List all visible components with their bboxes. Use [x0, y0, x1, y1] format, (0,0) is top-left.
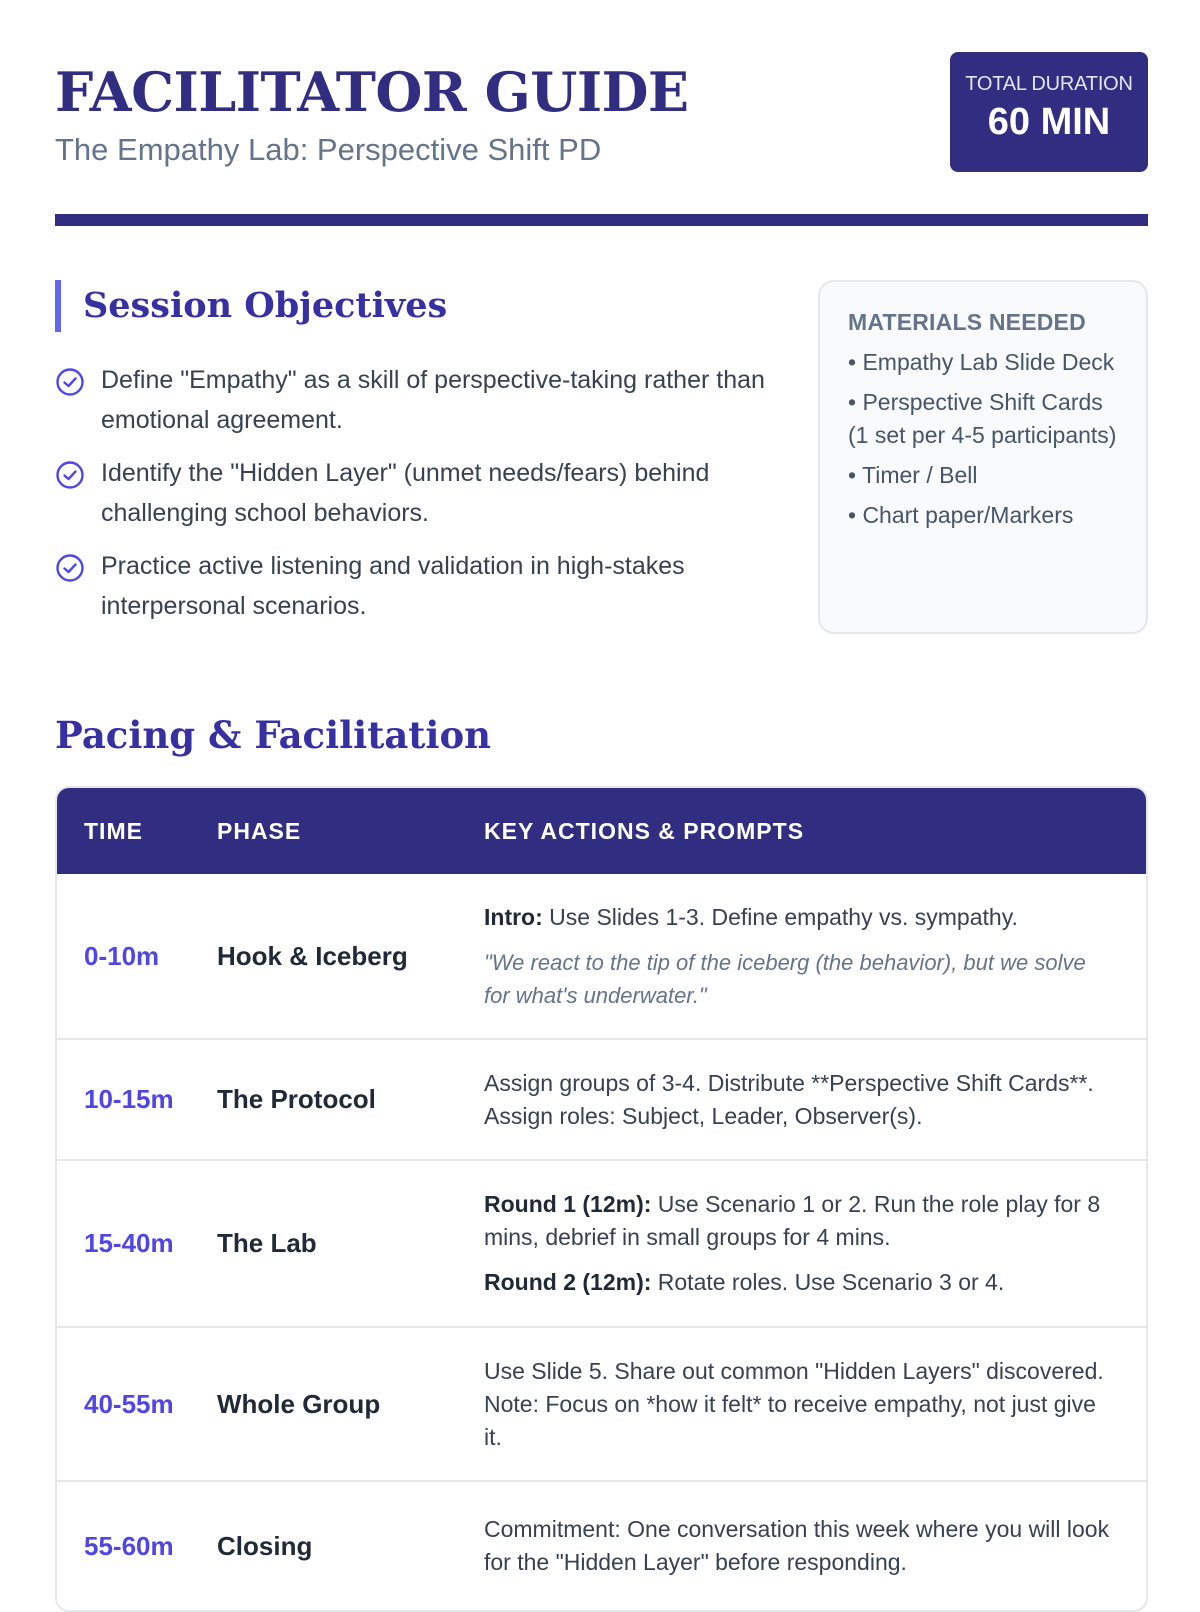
facilitator-quote: "We react to the tip of the iceberg (the behavior), but we solve for what's underwater."	[484, 949, 1086, 1008]
action-text: Rotate roles. Use Scenario 3 or 4.	[651, 1269, 1005, 1295]
material-item: • Timer / Bell	[848, 462, 978, 488]
row-actions: Use Slide 5. Share out common "Hidden Layers" discovered. Note: Focus on *how it felt* to receive empathy, not just give it.	[484, 1357, 1104, 1450]
objective-item	[55, 360, 785, 440]
table-row	[57, 1038, 1146, 1159]
action-text: Use Slides 1-3. Define empathy vs. sympathy.	[542, 903, 1018, 930]
materials-card	[818, 280, 1148, 634]
pacing-table	[55, 786, 1148, 1612]
header-divider	[55, 214, 1148, 226]
objectives-list	[55, 360, 785, 626]
row-time: 10-15m	[84, 1084, 174, 1114]
action-label: Round 1 (12m):	[484, 1191, 652, 1217]
action-line	[484, 1188, 1116, 1254]
action-label: Round 2 (12m):	[484, 1269, 652, 1295]
check-circle-icon	[55, 460, 85, 490]
facilitator-guide-page	[55, 52, 1148, 1575]
action-label: Intro:	[484, 903, 543, 930]
objectives-heading: Session Objectives	[55, 280, 785, 332]
action-text: Use Scenario 1 or 2. Run the role play for 8 mins, debrief in small groups for 4 mins.	[484, 1191, 1101, 1250]
row-phase: Closing	[217, 1530, 313, 1561]
row-actions: Assign groups of 3-4. Distribute **Perspective Shift Cards**. Assign roles: Subject, Leader, Observer(s).	[484, 1069, 1094, 1129]
objective-item	[55, 546, 785, 626]
row-actions	[484, 1188, 1146, 1299]
table-row	[57, 874, 1146, 1038]
check-circle-icon	[55, 367, 85, 397]
row-phase: Hook & Iceberg	[217, 940, 408, 971]
materials-title: MATERIALS NEEDED	[848, 309, 1086, 335]
objective-text: Define "Empathy" as a skill of perspective-taking rather than emotional agreement.	[101, 366, 765, 434]
duration-label: TOTAL DURATION	[965, 73, 1133, 95]
page-title: FACILITATOR GUIDE	[55, 60, 689, 124]
action-line	[484, 901, 1116, 934]
table-header	[57, 788, 1146, 874]
row-actions: Commitment: One conversation this week where you will look for the "Hidden Layer" before responding.	[484, 1516, 1110, 1575]
check-circle-icon	[55, 553, 85, 583]
row-time: 0-10m	[84, 940, 160, 971]
table-row	[57, 1480, 1146, 1610]
material-item: • Perspective Shift Cards (1 set per 4-5 participants)	[848, 389, 1117, 448]
objective-text: Practice active listening and validation in high-stakes interpersonal scenarios.	[101, 552, 685, 620]
table-body	[57, 874, 1146, 1610]
table-row	[57, 1326, 1146, 1480]
objective-item	[55, 453, 785, 533]
session-objectives-section	[55, 280, 785, 639]
duration-value: 60 MIN	[987, 101, 1111, 143]
column-header-time: TIME	[84, 817, 143, 844]
page-subtitle: The Empathy Lab: Perspective Shift PD	[55, 132, 602, 167]
row-phase: Whole Group	[217, 1388, 381, 1419]
material-item: • Empathy Lab Slide Deck	[848, 349, 1115, 375]
row-phase: The Protocol	[217, 1084, 376, 1114]
objective-text: Identify the "Hidden Layer" (unmet needs/fears) behind challenging school behaviors.	[101, 459, 710, 527]
row-time: 55-60m	[84, 1530, 174, 1561]
header	[55, 52, 1148, 202]
row-phase: The Lab	[217, 1228, 317, 1258]
column-header-phase: PHASE	[217, 817, 302, 844]
total-duration-badge	[950, 52, 1148, 172]
action-line	[484, 1266, 1116, 1299]
pacing-heading: Pacing & Facilitation	[55, 713, 492, 757]
material-item: • Chart paper/Markers	[848, 502, 1074, 528]
row-time: 15-40m	[84, 1228, 174, 1258]
column-header-actions: KEY ACTIONS & PROMPTS	[484, 817, 805, 844]
table-row	[57, 1159, 1146, 1326]
row-time: 40-55m	[84, 1388, 174, 1419]
row-actions	[484, 901, 1146, 1012]
